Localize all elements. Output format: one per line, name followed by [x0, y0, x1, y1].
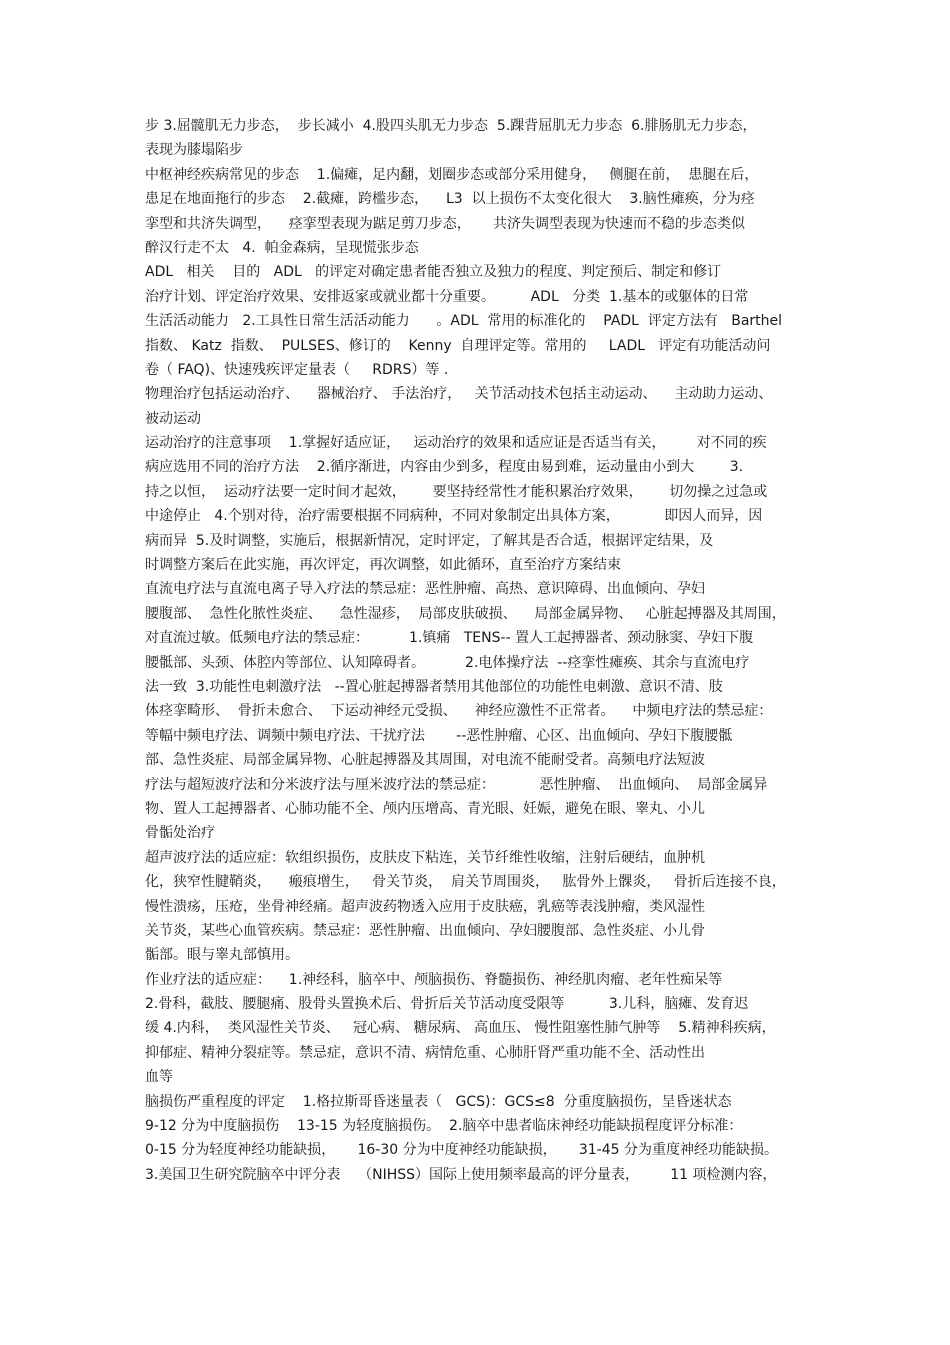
text-line: 骨骺处治疗 [145, 825, 215, 842]
text-line: 物理治疗包括运动治疗、 器械治疗、 手法治疗， 关节活动技术包括主动运动、 主动助力运动、 [145, 386, 773, 403]
text-line: 直流电疗法与直流电离子导入疗法的禁忌症：恶性肿瘤、高热、意识障碍、出血倾向、孕妇 [145, 581, 705, 598]
text-line: 0-15 分为轻度神经功能缺损， 16-30 分为中度神经功能缺损， 31-45 分为重度神经功能缺损。 [145, 1142, 778, 1159]
text-line: 9-12 分为中度脑损伤 13-15 为轻度脑损伤。 2.脑卒中患者临床神经功能缺损程度评分标准： [145, 1118, 743, 1135]
text-line: 持之以恒， 运动疗法要一定时间才起效， 要坚持经常性才能积累治疗效果， 切勿操之过急或 [145, 483, 768, 500]
text-line: 超声波疗法的适应症：软组织损伤，皮肤皮下粘连，关节纤维性收缩，注射后硬结，血肿机 [145, 849, 705, 866]
text-line: 法一致 3.功能性电刺激疗法 --置心脏起搏器者禁用其他部位的功能性电刺激、意识不清、肢 [145, 678, 723, 695]
text-line: 慢性溃疡，压疮，坐骨神经痛。超声波药物透入应用于皮肤癌，乳癌等表浅肿瘤，类风湿性 [145, 898, 705, 915]
text-line: 3.美国卫生研究院脑卒中评分表 （NIHSS）国际上使用频率最高的评分量表， 11 项检测内容， [145, 1166, 777, 1183]
text-line: 疗法与超短波疗法和分米波疗法与厘米波疗法的禁忌症： 恶性肿瘤、 出血倾向、 局部金属异 [145, 776, 768, 793]
text-line: 关节炎，某些心血管疾病。禁忌症：恶性肿瘤、出血倾向、孕妇腰腹部、急性炎症、小儿骨 [145, 922, 705, 939]
text-line: 部、急性炎症、局部金属异物、心脏起搏器及其周围，对电流不能耐受者。高频电疗法短波 [145, 752, 705, 769]
text-line: 中枢神经疾病常见的步态 1.偏瘫，足内翻，划圈步态或部分采用健身， 侧腿在前， 患腿在后， [145, 166, 759, 183]
text-line: 患足在地面拖行的步态 2.截瘫，跨槛步态， L3 以上损伤不太变化很大 3.脑性瘫痪，分为痉 [145, 191, 755, 208]
text-line: 等幅中频电疗法、调频中频电疗法、干扰疗法 --恶性肿瘤、心区、出血倾向、孕妇下腹腰骶 [145, 727, 733, 744]
text-line: 抑郁症、精神分裂症等。禁忌症，意识不清、病情危重、心肺肝肾严重功能不全、活动性出 [145, 1044, 705, 1061]
text-line: 指数、 Katz 指数、 PULSES、修订的 Kenny 自理评定等。常用的 LADL 评定有功能活动问 [145, 337, 771, 354]
text-line: 被动运动 [145, 410, 201, 427]
text-line: 缓 4.内科， 类风湿性关节炎、 冠心病、 糖尿病、 高血压、 慢性阻塞性肺气肿等 5.精神科疾病， [145, 1020, 776, 1037]
text-line: 病而异 5.及时调整，实施后，根据新情况，定时评定，了解其是否合适，根据评定结果，及 [145, 532, 714, 549]
text-line: ADL 相关 目的 ADL 的评定对确定患者能否独立及独力的程度、判定预后、制定和修订 [145, 264, 722, 281]
text-line: 步 3.屈髋肌无力步态， 步长减小 4.股四头肌无力步态 5.踝背屈肌无力步态 6.腓肠肌无力步态， [145, 118, 757, 134]
text-line: 时调整方案后在此实施，再次评定，再次调整，如此循环，直至治疗方案结束 [145, 557, 621, 574]
text-line: 中途停止 4.个别对待，治疗需要根据不同病种，不同对象制定出具体方案， 即因人而异，因 [145, 508, 763, 525]
text-line: 生活活动能力 2.工具性日常生活活动能力 。ADL 常用的标准化的 PADL 评定方法有 Barthel [145, 313, 783, 330]
text-line: 腰骶部、头颈、体腔内等部位、认知障碍者。 2.电体操疗法 --痉挛性瘫痪、其余与直流电疗 [145, 654, 750, 671]
text-line: 治疗计划、评定治疗效果、安排返家或就业都十分重要。 ADL 分类 1.基本的或躯体的日常 [145, 288, 749, 305]
text-line: 表现为膝塌陷步 [145, 142, 243, 159]
text-line: 病应选用不同的治疗方法 2.循序渐进，内容由少到多，程度由易到难，运动量由小到大 3. [145, 459, 744, 476]
text-line: 挛型和共济失调型， 痉挛型表现为踮足剪刀步态， 共济失调型表现为快速而不稳的步态类似 [145, 215, 746, 232]
text-line: 醉汉行走不太 4. 帕金森病，呈现慌张步态 [145, 239, 419, 256]
document-body [145, 114, 813, 1187]
text-line: 卷（ FAQ)、快速残疾评定量表（ RDRS）等 . [145, 361, 449, 378]
text-line: 骺部。眼与睾丸部慎用。 [145, 947, 299, 964]
text-line: 作业疗法的适应症： 1.神经科，脑卒中、颅脑损伤、脊髓损伤、神经肌肉瘤、老年性痴呆等 [145, 971, 723, 988]
text-line: 2.骨科，截肢、腰腿痛、股骨头置换术后、骨折后关节活动度受限等 3.儿科，脑瘫、发育迟 [145, 996, 749, 1013]
text-line: 物、置人工起搏器者、心肺功能不全、颅内压增高、青光眼、妊娠，避免在眼、睾丸、小儿 [145, 800, 705, 817]
text-line: 化，狭窄性腱鞘炎， 瘢痕增生， 骨关节炎， 肩关节周围炎， 肱骨外上髁炎， 骨折后连接不良， [145, 874, 786, 891]
text-line: 血等 [145, 1069, 173, 1086]
text-line: 腰腹部、 急性化脓性炎症、 急性湿疹， 局部皮肤破损、 局部金属异物、 心脏起搏器及其周围， [145, 605, 786, 622]
text-line: 体痉挛畸形、 骨折未愈合、 下运动神经元受损、 神经应激性不正常者。 中频电疗法的禁忌症： [145, 703, 773, 720]
text-line: 对直流过敏。低频电疗法的禁忌症： 1.镇痛 TENS-- 置人工起搏器者、颈动脉窦、孕妇下腹 [145, 630, 754, 647]
text-line: 脑损伤严重程度的评定 1.格拉斯哥昏迷量表（ GCS)：GCS≤8 分重度脑损伤，呈昏迷状态 [145, 1093, 732, 1110]
text-line: 运动治疗的注意事项 1.掌握好适应证， 运动治疗的效果和适应证是否适当有关， 对不同的疾 [145, 435, 767, 452]
